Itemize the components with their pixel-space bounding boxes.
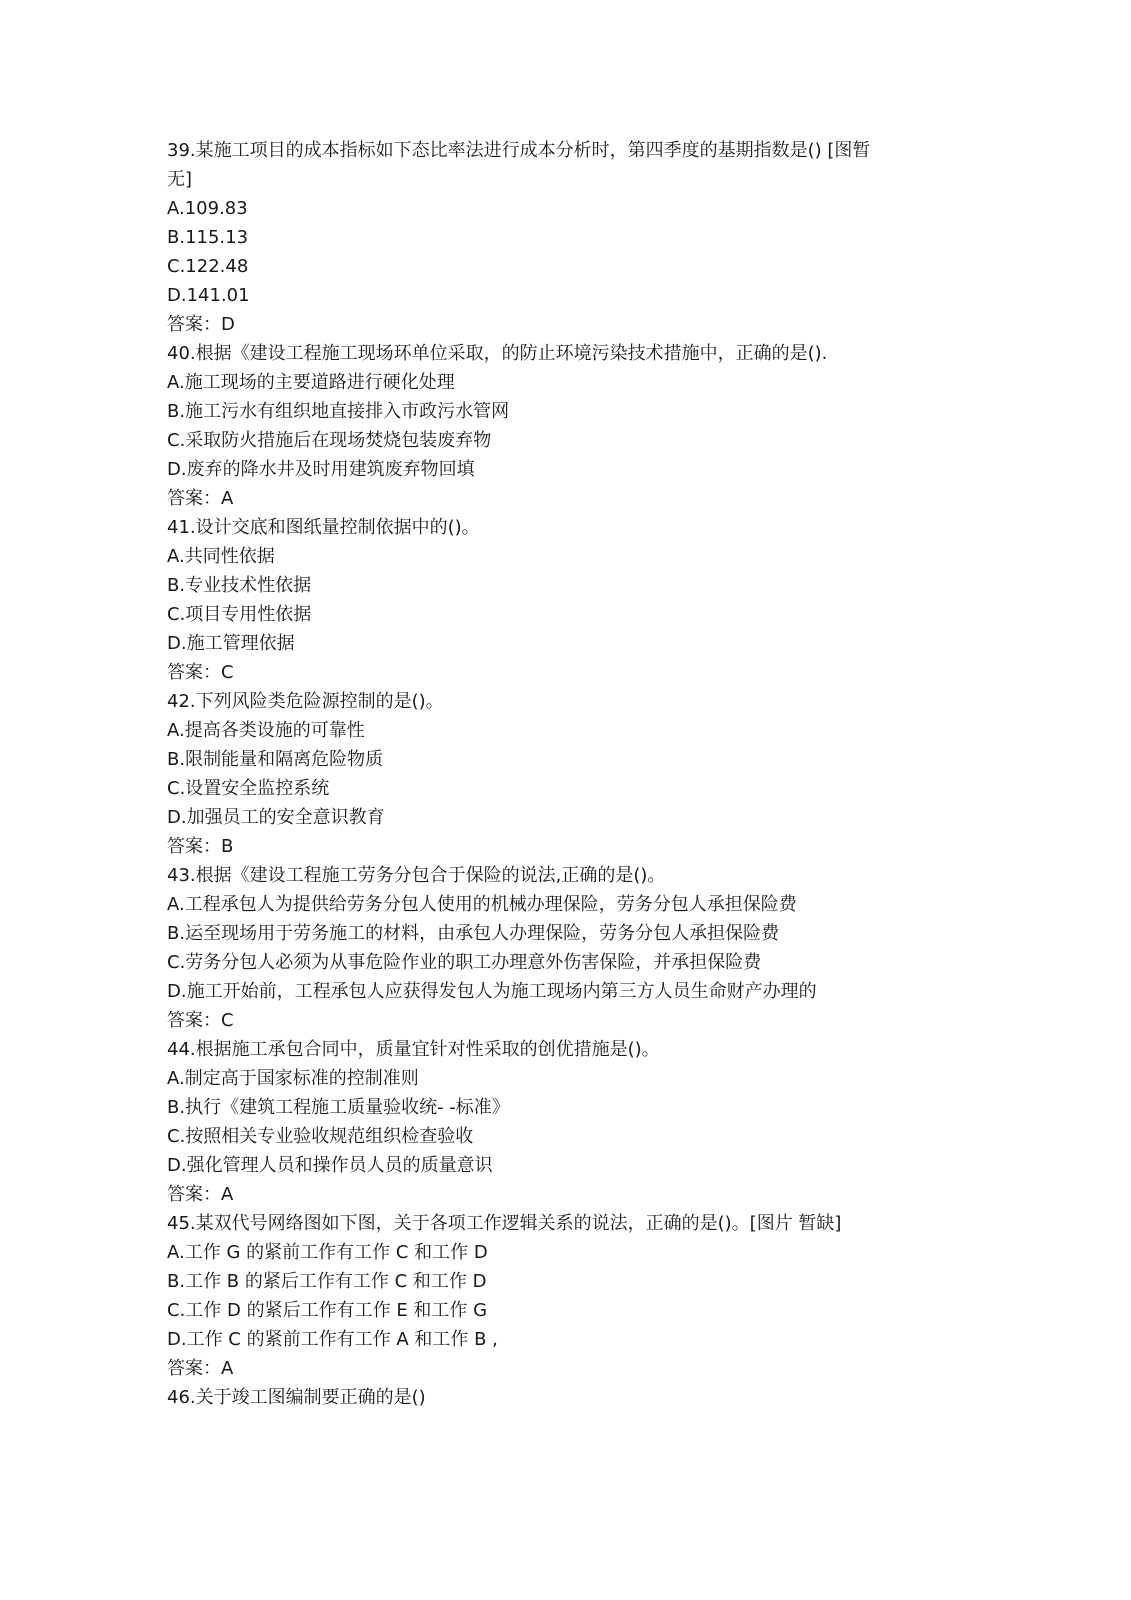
option-b: B.运至现场用于劳务施工的材料，由承包人办理保险，劳务分包人承担保险费 [167,923,780,944]
option-d: D.强化管理人员和操作员人员的质量意识 [167,1155,493,1176]
option-d: D.施工开始前，工程承包人应获得发包人为施工现场内第三方人员生命财产办理的 [167,981,817,1002]
question-stem: 41.设计交底和图纸量控制依据中的()。 [167,517,480,538]
answer: 答案：A [167,1358,234,1379]
option-b: B.专业技术性依据 [167,575,312,596]
option-c: C.设置安全监控系统 [167,778,330,799]
option-d: D.施工管理依据 [167,633,295,654]
option-d: D.141.01 [167,285,250,306]
option-a: A.工作 G 的紧前工作有工作 C 和工作 D [167,1242,488,1263]
question-41 [167,513,957,687]
document-page [167,136,957,1412]
question-44 [167,1035,957,1209]
option-a: A.109.83 [167,198,248,219]
question-stem: 40.根据《建设工程施工现场环单位采取，的防止环境污染技术措施中，正确的是(). [167,343,828,364]
option-b: B.115.13 [167,227,249,248]
option-d: D.加强员工的安全意识教育 [167,807,385,828]
question-45 [167,1209,957,1383]
answer: 答案：A [167,488,234,509]
option-a: A.提高各类设施的可靠性 [167,720,365,741]
option-b: B.限制能量和隔离危险物质 [167,749,384,770]
question-stem: 39.某施工项目的成本指标如下态比率法进行成本分析时，第四季度的基期指数是() [图暂 [167,140,871,161]
option-a: A.工程承包人为提供给劳务分包人使用的机械办理保险，劳务分包人承担保险费 [167,894,797,915]
option-c: C.122.48 [167,256,249,277]
question-stem: 43.根据《建设工程施工劳务分包合于保险的说法,正确的是()。 [167,865,666,886]
answer: 答案：C [167,662,234,683]
option-d: D.废弃的降水井及时用建筑废弃物回填 [167,459,475,480]
option-c: C.工作 D 的紧后工作有工作 E 和工作 G [167,1300,488,1321]
option-a: A.制定高于国家标准的控制准则 [167,1068,419,1089]
answer: 答案：B [167,836,234,857]
option-b: B.工作 B 的紧后工作有工作 C 和工作 D [167,1271,487,1292]
option-d: D.工作 C 的紧前工作有工作 A 和工作 B , [167,1329,498,1350]
question-39 [167,136,957,339]
question-stem-continued: 无] [167,169,193,190]
question-stem: 45.某双代号网络图如下图，关于各项工作逻辑关系的说法，正确的是()。[图片 暂缺] [167,1213,842,1234]
question-46 [167,1383,957,1412]
question-42 [167,687,957,861]
option-a: A.施工现场的主要道路进行硬化处理 [167,372,455,393]
option-b: B.施工污水有组织地直接排入市政污水管网 [167,401,510,422]
option-b: B.执行《建筑工程施工质量验收统- -标准》 [167,1097,510,1118]
option-a: A.共同性依据 [167,546,275,567]
option-c: C.采取防火措施后在现场焚烧包装废弃物 [167,430,492,451]
question-stem: 42.下列风险类危险源控制的是()。 [167,691,444,712]
question-43 [167,861,957,1035]
answer: 答案：D [167,314,235,335]
option-c: C.劳务分包人必须为从事危险作业的职工办理意外伤害保险，并承担保险费 [167,952,762,973]
answer: 答案：C [167,1010,234,1031]
option-c: C.按照相关专业验收规范组织检查验收 [167,1126,474,1147]
answer: 答案：A [167,1184,234,1205]
option-c: C.项目专用性依据 [167,604,312,625]
question-stem: 44.根据施工承包合同中，质量宜针对性采取的创优措施是()。 [167,1039,660,1060]
question-stem: 46.关于竣工图编制要正确的是() [167,1387,426,1408]
question-40 [167,339,957,513]
